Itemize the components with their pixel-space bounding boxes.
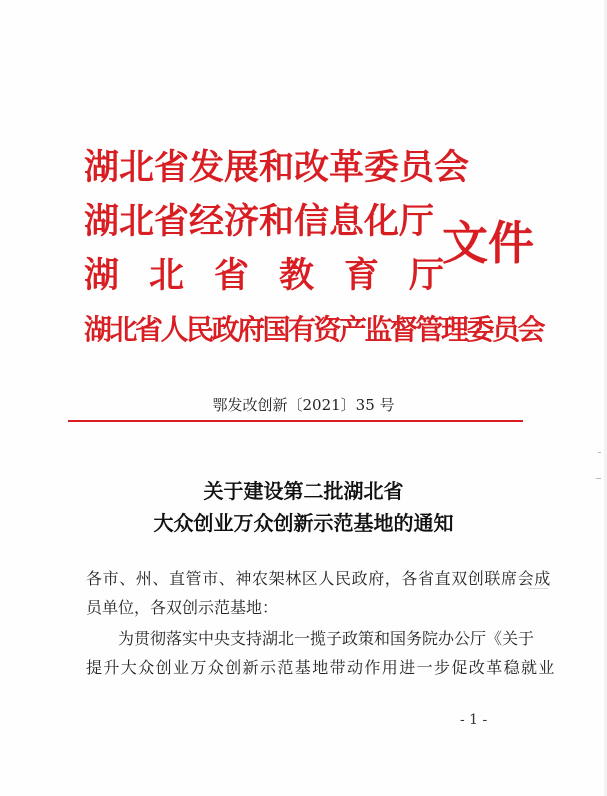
issuer-3: 湖北省教育厅 — [84, 255, 475, 296]
issuer-4: 湖北省人民政府国有资产监督管理委员会 — [84, 313, 544, 346]
body-line-3: 为贯彻落实中央支持湖北一揽子政策和国务院办公厅《关于 — [118, 629, 535, 648]
body-line-4: 提升大众创业万众创新示范基地带动作用进一步促改革稳就业 — [86, 658, 556, 677]
red-divider-line — [68, 420, 523, 422]
notice-title-line-2: 大众创业万众创新示范基地的通知 — [153, 511, 454, 535]
document-type-label: 文件 — [442, 216, 534, 270]
issuer-1: 湖北省发展和改革委员会 — [84, 147, 470, 188]
body-line-1: 各市、州、直管市、神农架林区人民政府，各省直双创联席会成 — [86, 569, 551, 588]
document-number: 鄂发改创新〔2021〕35 号 — [212, 396, 395, 414]
page-number: - 1 - — [460, 712, 488, 728]
notice-title-line-1: 关于建设第二批湖北省 — [203, 479, 404, 503]
issuer-2: 湖北省经济和信息化厅 — [84, 201, 435, 242]
body-line-2: 员单位，各双创示范基地： — [86, 598, 279, 617]
scan-artifact — [528, 588, 548, 589]
scan-artifact — [598, 452, 601, 453]
scan-artifact — [596, 478, 601, 479]
